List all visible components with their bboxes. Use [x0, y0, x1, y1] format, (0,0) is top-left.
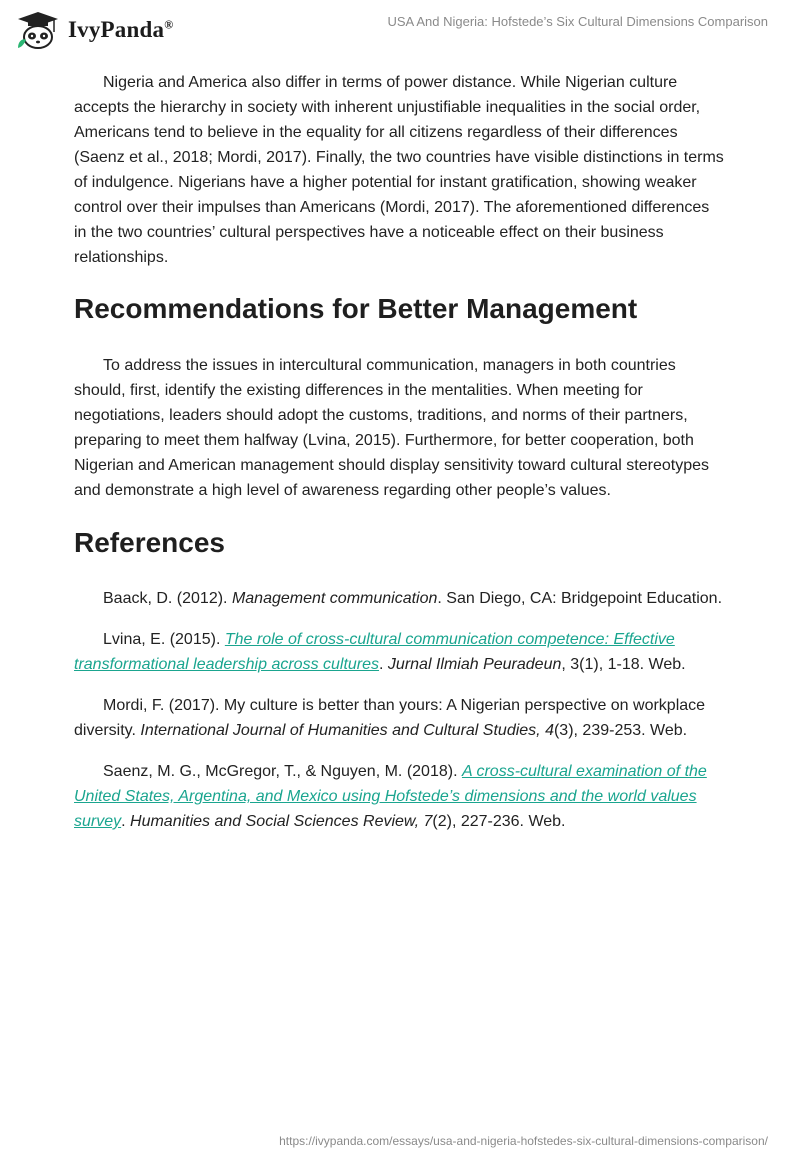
paragraph-power-distance: Nigeria and America also differ in terms of power distance. While Nigerian culture accepts the hierarchy in society with inherent unjustifiable inequalities in the social order, Americans tend to believe in the equality for all citizens regardless of their differences (Saenz et al., 2018; Mordi, 2017). Finally, the two countries have visible distinctions in terms of indulgence. Nigerians have a higher potential for instant gratification, showing weaker control over their impulses than Americans (Mordi, 2017). The aforementioned differences in the two countries’ cultural perspectives have a noticeable effect on their business relationships. [74, 74, 724, 266]
document-title: USA And Nigeria: Hofstede’s Six Cultural Dimensions Comparison [387, 14, 768, 29]
reference-link-lvina[interactable]: The role of cross-cultural communication competence: Effective transformational leadership across cultures [74, 631, 675, 673]
logo-text: IvyPanda® [68, 17, 174, 42]
panda-graduate-icon [14, 10, 62, 50]
logo[interactable] [14, 10, 173, 50]
reference-mordi: Mordi, F. (2017). My culture is better than yours: A Nigerian perspective on workplace diversity. International Journal of Humanities and Cultural Studies, 4(3), 239-253. Web. [74, 697, 706, 739]
heading-references: References [74, 527, 225, 558]
references-list [74, 586, 724, 834]
page-header [0, 0, 800, 62]
reference-saenz: Saenz, M. G., McGregor, T., & Nguyen, M. (2018). A cross-cultural examination of the United States, Argentina, and Mexico using Hofstede’s dimensions and the world values survey. Humanities and Social Sciences Review, 7(2), 227-236. Web. [74, 763, 707, 830]
footer-url[interactable]: https://ivypanda.com/essays/usa-and-nigeria-hofstedes-six-cultural-dimensions-comparison/ [279, 1134, 768, 1148]
reference-lvina: Lvina, E. (2015). The role of cross-cultural communication competence: Effective transformational leadership across cultures. Jurnal Ilmiah Peuradeun, 3(1), 1-18. Web. [74, 631, 686, 673]
heading-recommendations: Recommendations for Better Management [74, 293, 638, 324]
paragraph-recommendations: To address the issues in intercultural communication, managers in both countries should, first, identify the existing differences in the mentalities. When meeting for negotiations, leaders should adopt the customs, traditions, and norms of their partners, preparing to meet them halfway (Lvina, 2015). Furthermore, for better cooperation, both Nigerian and American management should display sensitivity toward cultural stereotypes and demonstrate a high level of awareness regarding other people’s values. [74, 357, 709, 499]
reference-link-saenz[interactable]: A cross-cultural examination of the United States, Argentina, and Mexico using Hofstede’s dimensions and the world values survey [74, 763, 707, 830]
reference-baack: Baack, D. (2012). Management communication. San Diego, CA: Bridgepoint Education. [103, 590, 723, 607]
essay-content [74, 70, 724, 850]
